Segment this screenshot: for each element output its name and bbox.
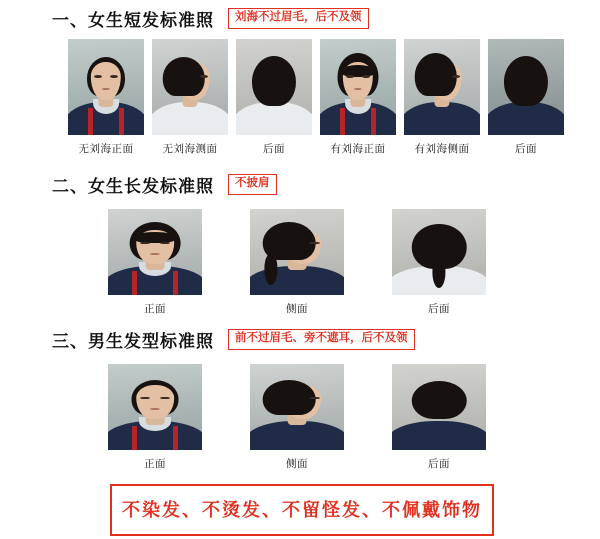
photo-girl-long-side — [250, 209, 344, 295]
photo-caption: 后面 — [428, 458, 450, 470]
photo-caption: 有刘海正面 — [330, 143, 386, 155]
hair — [163, 57, 206, 95]
uniform-stripe-right — [119, 108, 124, 135]
photo-cell — [404, 39, 480, 156]
uniform-torso — [152, 102, 228, 135]
section-boys-hair — [0, 327, 600, 471]
uniform-stripe-right — [371, 108, 376, 135]
uniform-torso — [488, 102, 564, 135]
ponytail — [264, 254, 277, 285]
section-title: 三、男生发型标准照 — [52, 332, 214, 351]
uniform-torso — [250, 421, 344, 450]
uniform-stripe-right — [173, 271, 178, 295]
uniform-stripe-left — [132, 271, 137, 295]
section-header — [0, 327, 600, 352]
section-note-badge: 不披肩 — [228, 174, 277, 195]
section-girls-long-hair — [0, 172, 600, 316]
photo-caption: 有刘海侧面 — [414, 143, 470, 155]
section-header — [0, 6, 600, 31]
uniform-stripe-right — [173, 426, 178, 450]
photo-girl-front-fringe — [320, 39, 396, 135]
section-girls-short-hair — [0, 6, 600, 156]
photo-girl-back-short — [236, 39, 312, 135]
photo-cell — [392, 209, 486, 316]
photo-row-girls-short — [0, 39, 600, 156]
photo-girl-side-fringe — [404, 39, 480, 135]
uniform-stripe-left — [132, 426, 137, 450]
photo-cell — [250, 209, 344, 316]
hair — [412, 381, 467, 419]
hair — [504, 56, 548, 106]
photo-caption: 侧面 — [286, 303, 308, 315]
photo-caption: 正面 — [144, 458, 166, 470]
section-note-badge: 前不过眉毛、旁不遮耳，后不及领 — [228, 329, 415, 350]
photo-girl-long-back — [392, 209, 486, 295]
section-note-badge: 刘海不过眉毛，后不及领 — [228, 8, 369, 29]
photo-cell — [250, 364, 344, 471]
photo-row-girls-long — [0, 209, 600, 316]
photo-row-boys — [0, 364, 600, 471]
photo-cell — [320, 39, 396, 156]
photo-girl-front-no-fringe — [68, 39, 144, 135]
photo-boy-front — [108, 364, 202, 450]
section-title: 二、女生长发标准照 — [52, 177, 214, 196]
photo-cell — [108, 209, 202, 316]
hair — [252, 56, 296, 106]
photo-girl-long-front — [108, 209, 202, 295]
photo-cell — [108, 364, 202, 471]
photo-cell — [68, 39, 144, 156]
uniform-torso — [236, 102, 312, 135]
uniform-torso — [404, 102, 480, 135]
photo-girl-back-short-2 — [488, 39, 564, 135]
eye — [309, 397, 319, 400]
photo-boy-side — [250, 364, 344, 450]
photo-caption: 侧面 — [286, 458, 308, 470]
photo-caption: 正面 — [144, 303, 166, 315]
hair — [263, 380, 316, 414]
photo-cell — [236, 39, 312, 156]
photo-boy-back — [392, 364, 486, 450]
uniform-torso — [392, 421, 486, 450]
photo-girl-side-no-fringe — [152, 39, 228, 135]
photo-cell — [488, 39, 564, 156]
uniform-stripe-left — [340, 108, 345, 135]
photo-caption: 后面 — [515, 143, 537, 155]
section-title: 一、女生短发标准照 — [52, 11, 214, 30]
rules-banner: 不染发、不烫发、不留怪发、不佩戴饰物 — [110, 484, 494, 536]
photo-caption: 后面 — [263, 143, 285, 155]
photo-cell — [152, 39, 228, 156]
ponytail — [432, 257, 445, 288]
section-header — [0, 172, 600, 197]
photo-caption: 无刘海正面 — [78, 143, 134, 155]
photo-cell — [392, 364, 486, 471]
photo-caption: 后面 — [428, 303, 450, 315]
hair — [415, 53, 458, 95]
photo-caption: 无刘海测面 — [162, 143, 218, 155]
uniform-stripe-left — [88, 108, 93, 135]
face — [136, 385, 174, 419]
eye — [309, 242, 319, 245]
